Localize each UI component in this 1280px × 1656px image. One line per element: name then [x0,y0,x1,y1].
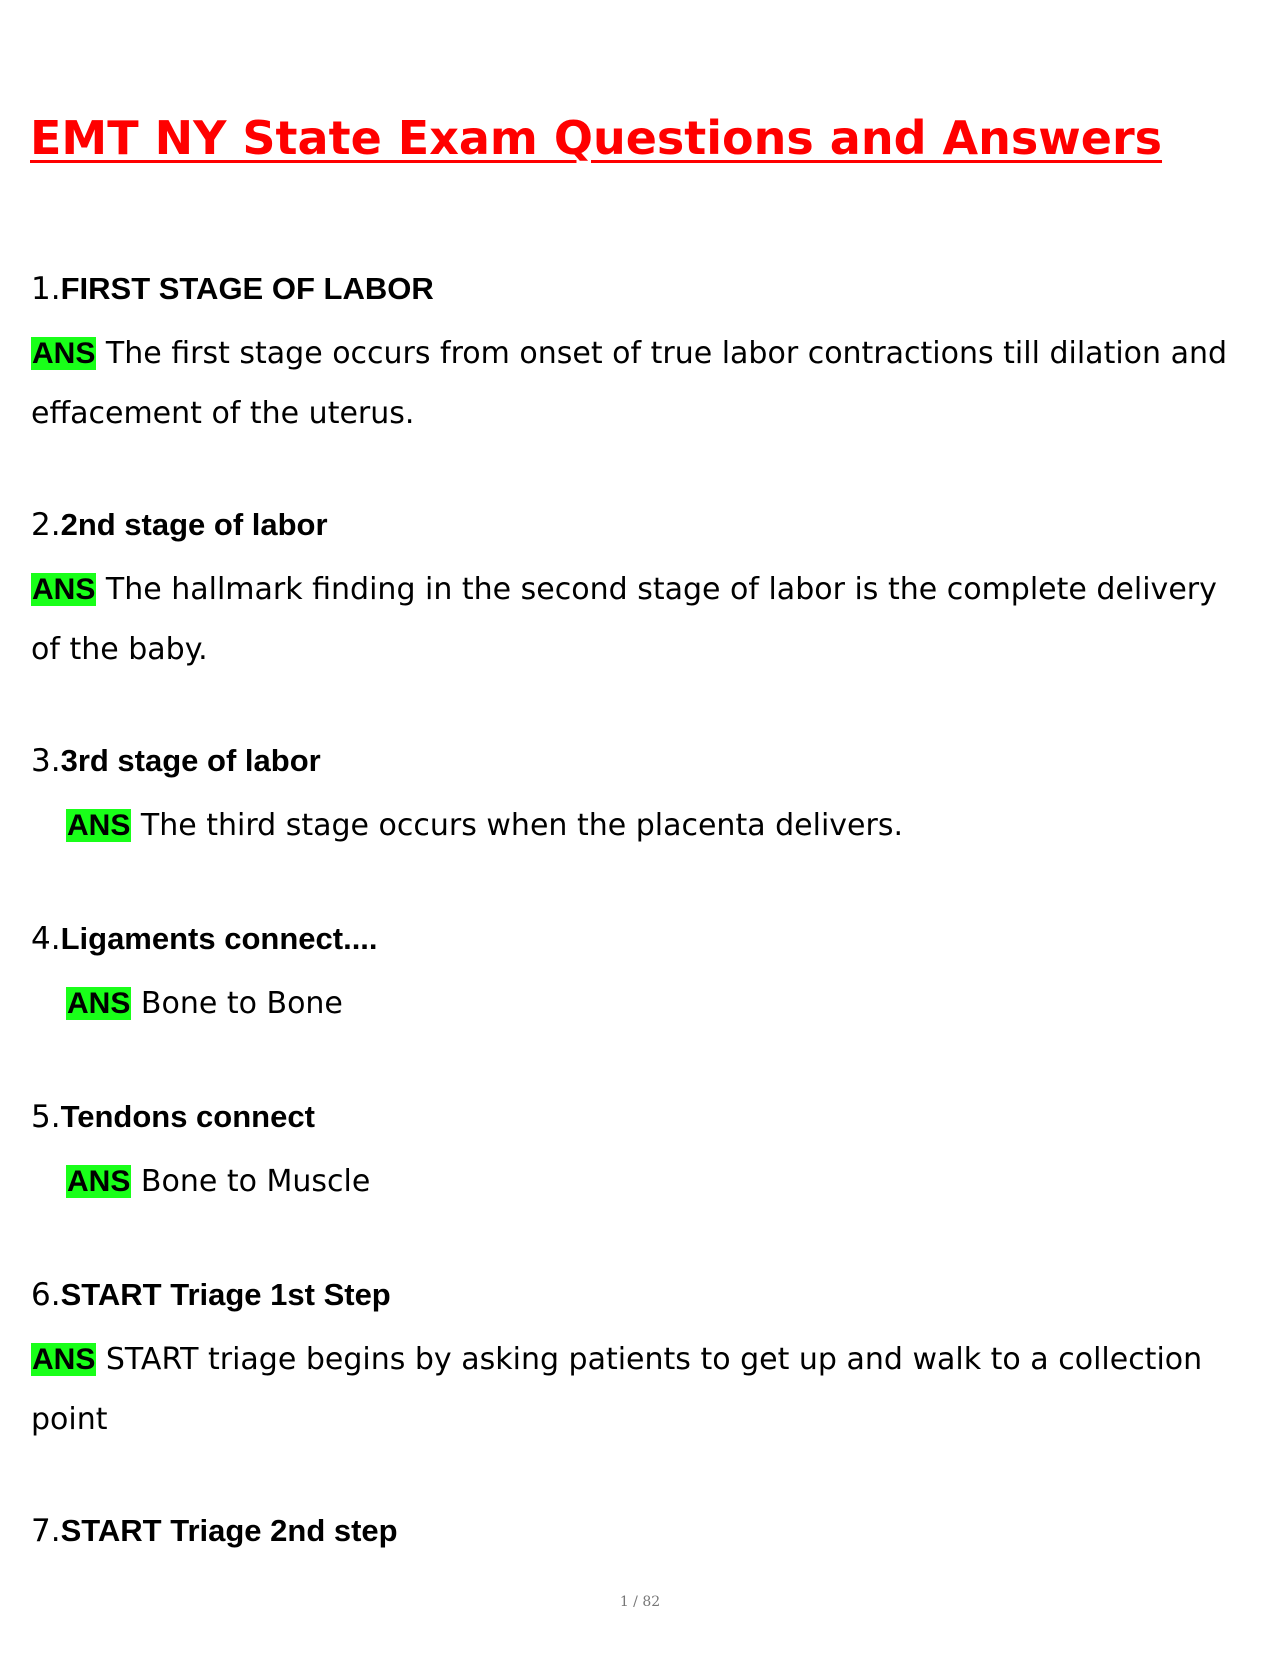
question-line [31,1508,1231,1554]
qa-item-3 [31,738,1231,856]
question-line [31,738,1231,784]
answer-block [31,1152,1231,1212]
answer-text: The hallmark finding in the second stage of labor is the complete delivery of the baby. [31,572,1217,667]
answer-block [31,796,1231,856]
question-number: 6. [31,1277,61,1313]
answer-text: START triage begins by asking patients to get up and walk to a collection point [31,1342,1203,1437]
page-indicator: 1 / 82 [619,1594,661,1610]
answer-block [31,974,1231,1034]
answer-text: The first stage occurs from onset of true labor contractions till dilation and effacement of the uterus. [31,336,1228,431]
question-number: 3. [31,743,61,779]
question-line [31,502,1231,548]
question-line [31,266,1231,312]
question-text: Ligaments connect.... [60,921,378,956]
answer-text: Bone to Muscle [140,1164,371,1199]
answer-block [31,1330,1231,1450]
question-text: 2nd stage of labor [60,507,328,542]
answer-block [31,324,1231,444]
qa-item-4 [31,916,1231,1034]
question-text: FIRST STAGE OF LABOR [60,271,434,306]
qa-item-1 [31,266,1231,444]
qa-item-7 [31,1508,1231,1554]
answer-tag: ANS [67,987,131,1020]
question-number: 5. [31,1099,61,1135]
qa-item-5 [31,1094,1231,1212]
document-title: EMT NY State Exam Questions and Answers [30,111,1163,165]
question-text: START Triage 2nd step [60,1513,398,1548]
answer-tag: ANS [67,1165,131,1198]
answer-block [31,560,1231,680]
answer-text: The third stage occurs when the placenta delivers. [140,808,904,843]
answer-tag: ANS [67,809,131,842]
question-number: 2. [31,507,61,543]
answer-tag: ANS [32,573,96,606]
question-number: 7. [31,1513,61,1549]
question-line [31,1094,1231,1140]
answer-tag: ANS [32,337,96,370]
answer-text: Bone to Bone [140,986,343,1021]
qa-item-6 [31,1272,1231,1450]
question-text: 3rd stage of labor [60,743,321,778]
question-text: START Triage 1st Step [60,1277,391,1312]
question-line [31,916,1231,962]
qa-item-2 [31,502,1231,680]
question-number: 1. [31,271,61,307]
question-line [31,1272,1231,1318]
question-number: 4. [31,921,61,957]
answer-tag: ANS [32,1343,96,1376]
question-text: Tendons connect [60,1099,315,1134]
